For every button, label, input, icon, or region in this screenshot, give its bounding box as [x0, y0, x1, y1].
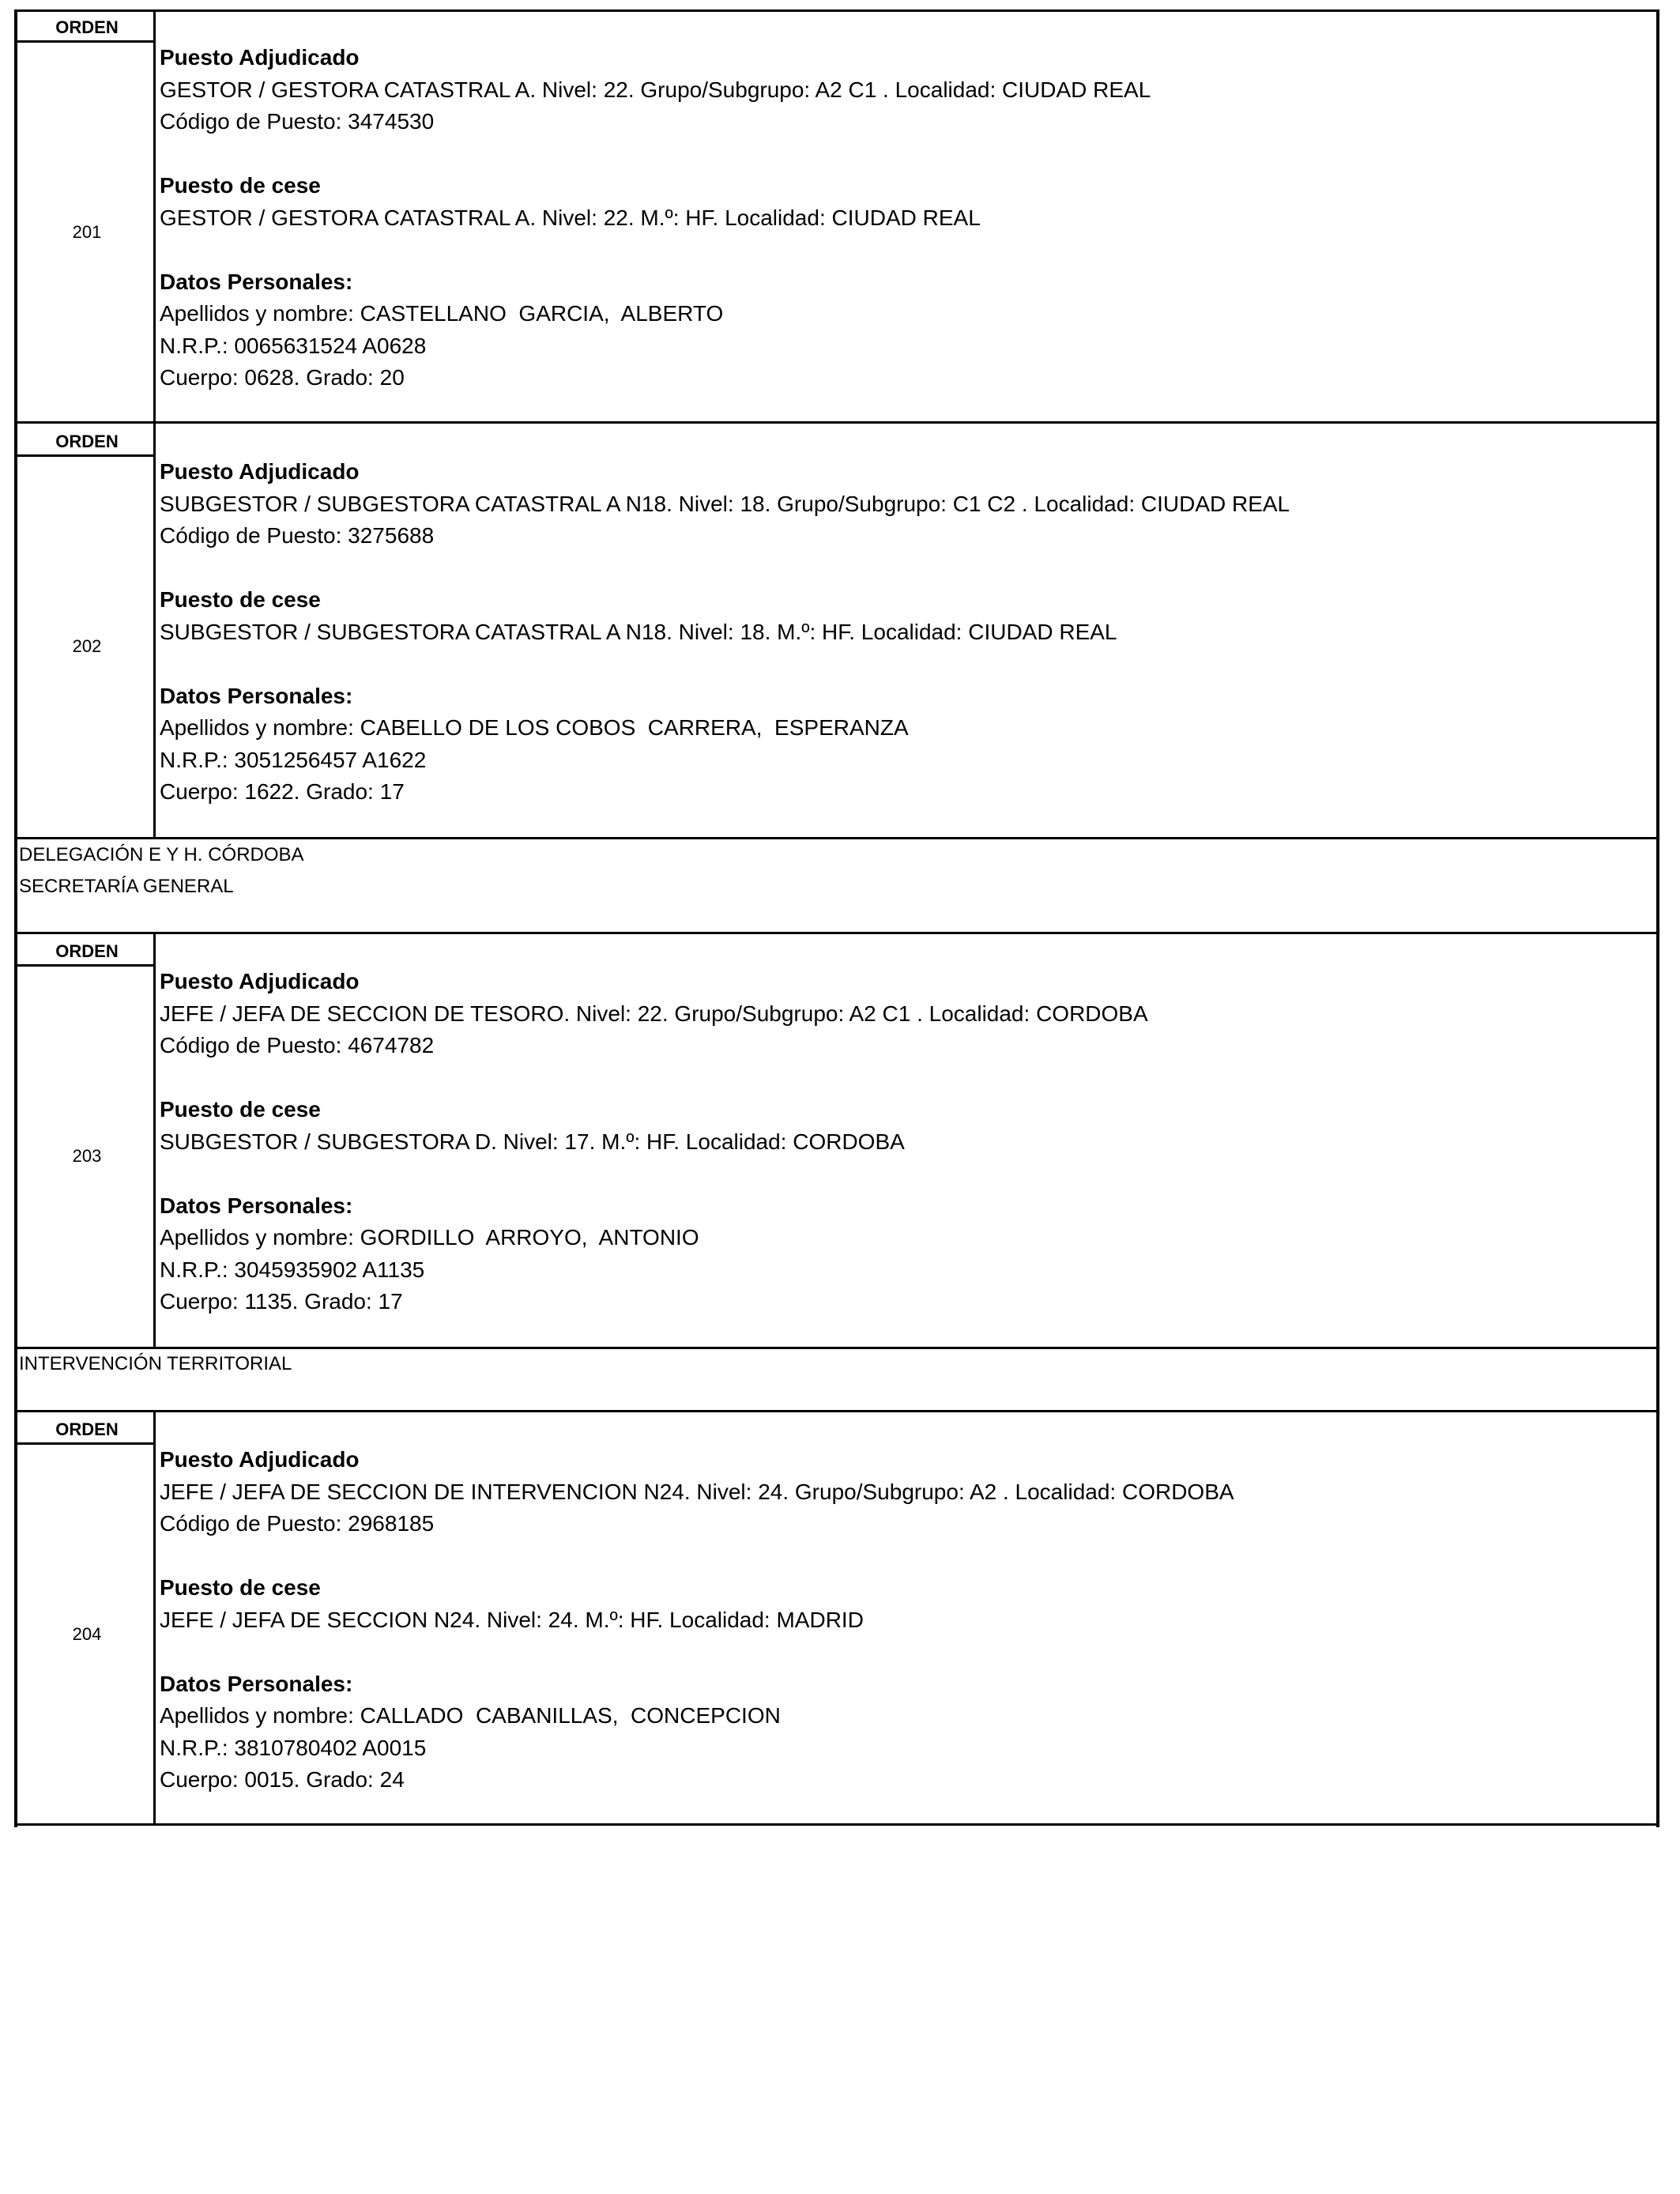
entry-content [160, 1444, 1234, 1796]
orden-header-divider [16, 964, 155, 967]
orden-column-divider [153, 933, 156, 1348]
spacer [160, 648, 1290, 680]
cese-line: GESTOR / GESTORA CATASTRAL A. Nivel: 22. M.º: HF. Localidad: CIUDAD REAL [160, 205, 981, 230]
cese-heading: Puesto de cese [160, 173, 321, 198]
codigo-puesto: Código de Puesto: 2968185 [160, 1511, 435, 1536]
apellidos-nombre: Apellidos y nombre: CASTELLANO GARCIA, ALBERTO [160, 301, 724, 326]
delegacion-title: DELEGACIÓN E Y H. CÓRDOBA [19, 844, 304, 865]
cese-line: SUBGESTOR / SUBGESTORA CATASTRAL A N18. Nivel: 18. M.º: HF. Localidad: CIUDAD REAL [160, 619, 1117, 644]
orden-label: ORDEN [55, 432, 119, 451]
datos-heading: Datos Personales: [160, 269, 353, 294]
orden-label: ORDEN [55, 17, 119, 37]
outer-border-right [1656, 9, 1659, 1827]
orden-number: 201 [72, 222, 102, 242]
spacer [160, 1062, 1148, 1095]
cese-line: JEFE / JEFA DE SECCION N24. Nivel: 24. M.º: HF. Localidad: MADRID [160, 1607, 864, 1632]
orden-label: ORDEN [55, 941, 119, 961]
secretaria-title: SECRETARÍA GENERAL [19, 876, 234, 897]
cuerpo-grado: Cuerpo: 1135. Grado: 17 [160, 1289, 403, 1314]
orden-label: ORDEN [55, 1419, 119, 1439]
orden-number: 203 [72, 1146, 102, 1166]
cese-line: SUBGESTOR / SUBGESTORA D. Nivel: 17. M.º: HF. Localidad: CORDOBA [160, 1129, 905, 1154]
outer-border-left [14, 9, 17, 1827]
spacer [160, 1158, 1148, 1190]
cese-heading: Puesto de cese [160, 1575, 321, 1600]
adjudicado-line: GESTOR / GESTORA CATASTRAL A. Nivel: 22. Grupo/Subgrupo: A2 C1 . Localidad: CIUDAD REAL [160, 77, 1151, 102]
datos-heading: Datos Personales: [160, 683, 353, 708]
adjudicado-line: SUBGESTOR / SUBGESTORA CATASTRAL A N18. Nivel: 18. Grupo/Subgrupo: C1 C2 . Localidad: CIUDAD REAL [160, 491, 1290, 516]
intervencion-title: INTERVENCIÓN TERRITORIAL [19, 1353, 292, 1374]
nrp: N.R.P.: 0065631524 A0628 [160, 333, 427, 358]
datos-heading: Datos Personales: [160, 1193, 353, 1218]
nrp: N.R.P.: 3051256457 A1622 [160, 747, 427, 772]
entry-content [160, 42, 1151, 394]
spacer [160, 138, 1151, 171]
orden-header-divider [16, 454, 155, 457]
orden-column-divider [153, 9, 156, 423]
codigo-puesto: Código de Puesto: 3275688 [160, 523, 435, 548]
spacer [160, 1636, 1234, 1668]
cuerpo-grado: Cuerpo: 0628. Grado: 20 [160, 365, 405, 390]
orden-number: 202 [72, 636, 102, 656]
adjudicado-heading: Puesto Adjudicado [160, 1447, 360, 1472]
outer-border-top [14, 9, 1659, 12]
outer-border-bottom [14, 1823, 1659, 1826]
adjudicado-heading: Puesto Adjudicado [160, 969, 360, 993]
cese-heading: Puesto de cese [160, 1097, 321, 1122]
cuerpo-grado: Cuerpo: 1622. Grado: 17 [160, 779, 405, 804]
adjudicado-line: JEFE / JEFA DE SECCION DE INTERVENCION N24. Nivel: 24. Grupo/Subgrupo: A2 . Localidad: CORDOBA [160, 1479, 1234, 1504]
adjudicado-heading: Puesto Adjudicado [160, 459, 360, 484]
spacer [160, 234, 1151, 266]
entry-content [160, 456, 1290, 809]
row-divider [14, 421, 1659, 424]
row-divider [14, 1347, 1659, 1349]
orden-header-divider [16, 1442, 155, 1445]
adjudicado-line: JEFE / JEFA DE SECCION DE TESORO. Nivel: 22. Grupo/Subgrupo: A2 C1 . Localidad: CORDOBA [160, 1001, 1148, 1026]
nrp: N.R.P.: 3810780402 A0015 [160, 1735, 427, 1760]
spacer [160, 1540, 1234, 1573]
codigo-puesto: Código de Puesto: 4674782 [160, 1033, 435, 1057]
adjudicado-heading: Puesto Adjudicado [160, 45, 360, 70]
orden-header-divider [16, 40, 155, 43]
apellidos-nombre: Apellidos y nombre: GORDILLO ARROYO, ANTONIO [160, 1225, 699, 1250]
entry-content [160, 966, 1148, 1318]
apellidos-nombre: Apellidos y nombre: CABELLO DE LOS COBOS CARRERA, ESPERANZA [160, 715, 909, 740]
cuerpo-grado: Cuerpo: 0015. Grado: 24 [160, 1767, 405, 1792]
apellidos-nombre: Apellidos y nombre: CALLADO CABANILLAS, CONCEPCION [160, 1703, 781, 1728]
row-divider [14, 932, 1659, 934]
row-divider [14, 1410, 1659, 1412]
cese-heading: Puesto de cese [160, 587, 321, 612]
nrp: N.R.P.: 3045935902 A1135 [160, 1257, 425, 1282]
orden-column-divider [153, 423, 156, 839]
datos-heading: Datos Personales: [160, 1671, 353, 1696]
orden-column-divider [153, 1411, 156, 1826]
codigo-puesto: Código de Puesto: 3474530 [160, 109, 435, 134]
row-divider [14, 837, 1659, 839]
spacer [160, 552, 1290, 585]
orden-number: 204 [72, 1624, 102, 1644]
